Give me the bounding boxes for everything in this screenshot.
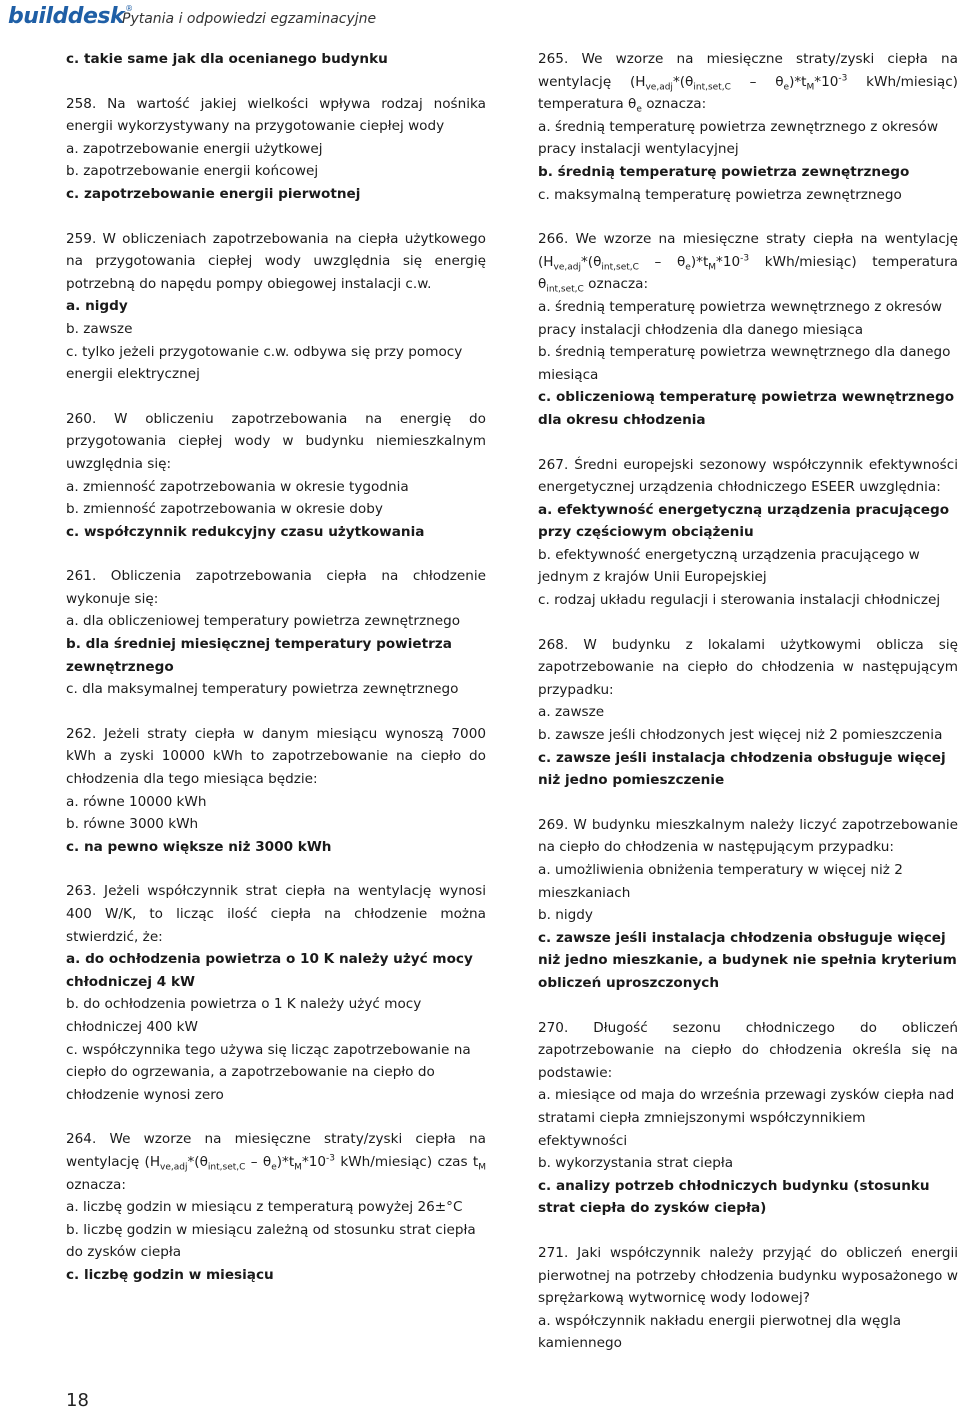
answer-a: a. średnią temperaturę powietrza zewnętrznego z okresów pracy instalacji wentylacyjnej — [538, 118, 939, 158]
subscript: e — [271, 1162, 277, 1173]
subscript: M — [478, 1162, 486, 1173]
question-text: 262. Jeżeli straty ciepła w danym miesiącu wynoszą 7000 kWh a zyski 10000 kWh to zapotrzebowanie na ciepło do chłodzenia dla tego miesiąca będzie: — [66, 725, 486, 788]
answer-c: c. liczbę godzin w miesiącu — [66, 1266, 274, 1283]
answer-b: b. liczbę godzin w miesiącu zależną od stosunku strat ciepła do zysków ciepła — [66, 1221, 476, 1261]
question-text — [66, 1128, 486, 1196]
answer-a: a. średnią temperaturę powietrza wewnętrznego z okresów pracy instalacji chłodzenia dla danego miesiąca — [538, 298, 943, 338]
text-part: – θ — [245, 1153, 272, 1170]
answer-a: a. współczynnik nakładu energii pierwotnej dla węgla kamiennego — [538, 1312, 902, 1352]
text-part: *(θ — [672, 73, 694, 90]
text-part: )*t — [789, 73, 807, 90]
question-260 — [66, 408, 486, 544]
question-text: 267. Średni europejski sezonowy współczynnik efektywności energetycznej urządzenia chłodniczego ESEER uwzględnia: — [538, 456, 958, 496]
superscript: -3 — [838, 73, 848, 84]
text-part: )*t — [276, 1153, 295, 1170]
question-269 — [538, 814, 958, 995]
subscript: M — [708, 262, 717, 273]
subscript: int,set,C — [207, 1162, 246, 1173]
question-270 — [538, 1017, 958, 1220]
text-part: kWh/miesiąc) temperatura θ — [538, 73, 958, 113]
answer-c: c. zawsze jeśli instalacja chłodzenia obsługuje więcej niż jedno mieszkanie, a budynek nie spełnia kryterium obliczeń uproszczonych — [538, 929, 957, 991]
question-text: 260. W obliczeniu zapotrzebowania na energię do przygotowania ciepłej wody w budynku niemieszkalnym uwzględnia się: — [66, 410, 486, 472]
question-263 — [66, 880, 486, 1106]
answer-c: c. obliczeniową temperaturę powietrza wewnętrznego dla okresu chłodzenia — [538, 389, 955, 428]
question-text: 271. Jaki współczynnik należy przyjąć do obliczeń energii pierwotnej na potrzeby chłodzenia budynku wyposażonego w sprężarkową wytwornicę wody lodowej? — [538, 1244, 958, 1307]
question-266 — [538, 228, 958, 431]
text-part: )*t — [690, 253, 709, 270]
logo-registered-mark: ® — [125, 4, 134, 13]
text-part: kWh/miesiąc) temperatura θ — [538, 253, 958, 293]
text-part: – θ — [730, 73, 784, 90]
answer-b: b. równe 3000 kWh — [66, 816, 199, 833]
page-number: 18 — [66, 1390, 89, 1411]
answer-b: b. zmienność zapotrzebowania w okresie doby — [66, 501, 383, 518]
subscript: e — [636, 104, 642, 115]
answer-c: c. tylko jeżeli przygotowanie c.w. odbywa się przy pomocy energii elektrycznej — [66, 343, 463, 383]
builddesk-logo — [8, 4, 133, 34]
question-text — [538, 48, 958, 116]
answer-b: b. do ochłodzenia powietrza o 1 K należy użyć mocy chłodniczej 400 kW — [66, 996, 422, 1035]
subscript: e — [685, 262, 691, 273]
answer-b: b. nigdy — [538, 907, 593, 924]
answer-a: a. zmienność zapotrzebowania w okresie tygodnia — [66, 478, 409, 495]
answer-b: b. średnią temperaturę powietrza zewnętrznego — [538, 163, 910, 180]
page-header — [0, 0, 960, 42]
text-part: – θ — [638, 253, 686, 270]
question-text — [538, 228, 958, 296]
answer-c: c. maksymalną temperaturę powietrza zewnętrznego — [538, 186, 902, 203]
answer-a: a. liczbę godzin w miesiącu z temperaturą powyżej 26±°C — [66, 1199, 463, 1216]
answer-b: b. efektywność energetyczną urządzenia pracującego w jednym z krajów Unii Europejskiej — [538, 546, 920, 586]
question-text: 259. W obliczeniach zapotrzebowania na ciepła użytkowego na przygotowania ciepłej wody uwzględnia się energię potrzebną do napędu pompy obiegowej instalacji c.w. — [66, 230, 486, 292]
answer-c: c. dla maksymalnej temperatury powietrza zewnętrznego — [66, 681, 459, 698]
subscript: ve,adj — [553, 262, 581, 273]
answer-a: a. zapotrzebowanie energii użytkowej — [66, 140, 323, 157]
answer-a: a. równe 10000 kWh — [66, 793, 207, 810]
answer-c: c. na pewno większe niż 3000 kWh — [66, 838, 332, 855]
right-column — [538, 48, 958, 1377]
answer-c: c. współczynnik redukcyjny czasu użytkowania — [66, 523, 425, 540]
text-part: oznacza: — [641, 96, 707, 113]
answer-a: a. efektywność energetyczną urządzenia pracującego przy częściowym obciążeniu — [538, 501, 950, 541]
question-262 — [66, 723, 486, 859]
question-257-tail — [66, 48, 486, 71]
superscript: -3 — [740, 253, 750, 264]
question-267 — [538, 454, 958, 612]
answer-a: a. nigdy — [66, 298, 128, 315]
text-part: *(θ — [580, 253, 602, 270]
subscript: int,set,C — [693, 82, 731, 93]
subscript: ve,adj — [160, 1162, 188, 1173]
answer-a: a. dla obliczeniowej temperatury powietrza zewnętrznego — [66, 613, 461, 630]
question-264 — [66, 1128, 486, 1286]
header-subtitle: Pytania i odpowiedzi egzaminacyjne — [122, 11, 377, 27]
answer-a: a. umożliwienia obniżenia temperatury w więcej niż 2 mieszkaniach — [538, 862, 903, 901]
text-part: 266. We wzorze na miesięczne straty ciepła na wentylację (H — [538, 231, 958, 270]
text-part: kWh/miesiąc) czas t — [335, 1153, 479, 1170]
answer-b: b. wykorzystania strat ciepła — [538, 1155, 734, 1172]
question-text: 263. Jeżeli współczynnik strat ciepła na wentylację wynosi 400 W/K, to licząc ilość ciepła na chłodzenie można stwierdzić, że: — [66, 883, 486, 945]
answer-c: c. analizy potrzeb chłodniczych budynku (stosunku strat ciepła do zysków ciepła) — [538, 1177, 930, 1217]
answer-a: a. do ochłodzenia powietrza o 10 K należy użyć mocy chłodniczej 4 kW — [66, 951, 473, 990]
question-258 — [66, 93, 486, 206]
answer-c: c. zapotrzebowanie energii pierwotnej — [66, 185, 361, 202]
left-column — [66, 48, 486, 1309]
subscript: e — [783, 82, 790, 93]
question-text: 261. Obliczenia zapotrzebowania ciepła na chłodzenie wykonuje się: — [66, 568, 486, 607]
answer-b: b. dla średniej miesięcznej temperatury powietrza zewnętrznego — [66, 636, 452, 675]
logo-build-text: build — [8, 4, 68, 29]
question-265 — [538, 48, 958, 206]
text-part: *10 — [814, 73, 839, 90]
answer-c: c. zawsze jeśli instalacja chłodzenia obsługuje więcej niż jedno pomieszczenie — [538, 749, 946, 789]
subscript: int,set,C — [546, 285, 584, 296]
answer-c: c. współczynnika tego używa się licząc zapotrzebowanie na ciepło do ogrzewania, a zapotrzebowanie na ciepło do chłodzenie wynosi zero — [66, 1041, 471, 1103]
text-part: *10 — [301, 1153, 327, 1170]
answer-b: b. średnią temperaturę powietrza wewnętrznego dla danego miesiąca — [538, 344, 951, 383]
subscript: M — [294, 1162, 302, 1173]
superscript: -3 — [326, 1153, 336, 1164]
text-part: oznacza: — [583, 276, 649, 293]
answer-b: b. zawsze jeśli chłodzonych jest więcej niż 2 pomieszczenia — [538, 727, 943, 744]
answer-c: c. rodzaj układu regulacji i sterowania instalacji chłodniczej — [538, 592, 941, 609]
subscript: ve,adj — [645, 82, 673, 93]
question-268 — [538, 634, 958, 792]
answer-a: a. miesiące od maja do września przewagi zysków ciepła nad stratami ciepła zmniejszonymi współczynnikiem efektywności — [538, 1087, 955, 1149]
answer-257-c: c. takie same jak dla ocenianego budynku — [66, 51, 388, 67]
text-part: 264. We wzorze na miesięczne straty/zyski ciepła na wentylację (H — [66, 1131, 486, 1170]
question-271 — [538, 1242, 958, 1355]
question-text: 270. Długość sezonu chłodniczego do obliczeń zapotrzebowanie na ciepło do chłodzenia określa się na podstawie: — [538, 1019, 958, 1081]
answer-b: b. zawsze — [66, 320, 133, 337]
subscript: M — [806, 82, 815, 93]
text-part: oznacza: — [66, 1176, 126, 1193]
answer-a: a. zawsze — [538, 704, 605, 721]
question-text: 269. W budynku mieszkalnym należy liczyć zapotrzebowanie na ciepło do chłodzenia w następującym przypadku: — [538, 816, 958, 856]
subscript: int,set,C — [601, 262, 639, 273]
question-261 — [66, 565, 486, 701]
question-259 — [66, 228, 486, 386]
text-part: *10 — [716, 253, 741, 270]
text-part: *(θ — [187, 1153, 208, 1170]
question-text: 258. Na wartość jakiej wielkości wpływa rodzaj nośnika energii wykorzystywany na przygotowanie ciepłej wody — [66, 95, 486, 135]
logo-desk-text: desk — [67, 4, 125, 29]
answer-b: b. zapotrzebowanie energii końcowej — [66, 163, 319, 180]
question-text: 268. W budynku z lokalami użytkowymi oblicza się zapotrzebowanie na ciepło do chłodzenia w następującym przypadku: — [538, 636, 958, 698]
text-part: 265. We wzorze na miesięczne straty/zyski ciepła na wentylację (H — [538, 51, 958, 90]
